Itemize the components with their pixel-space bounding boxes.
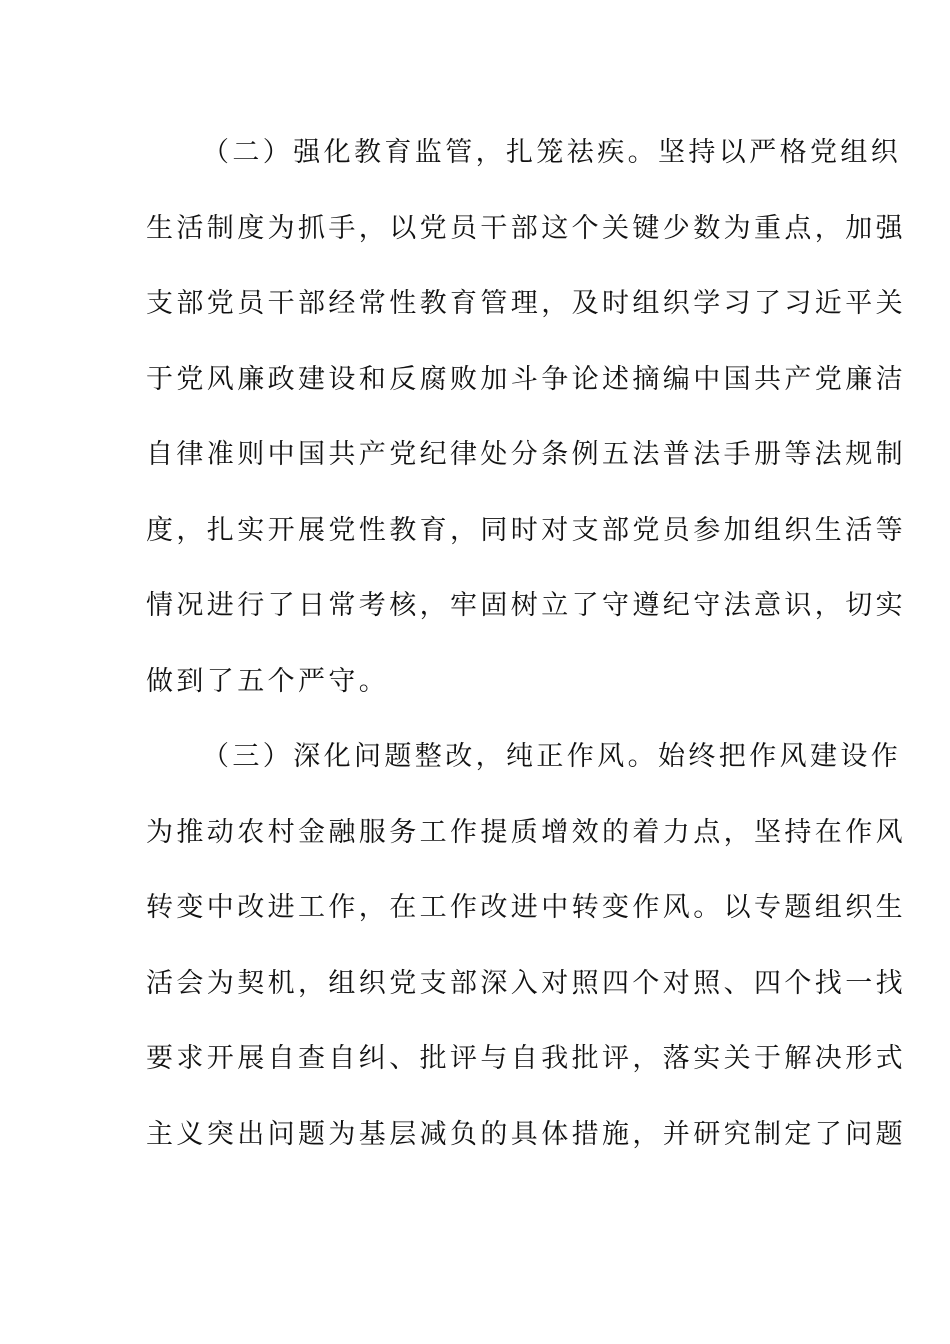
text-line: 要求开展自查自纠、批评与自我批评，落实关于解决形式 bbox=[146, 1043, 906, 1074]
text-line: 活会为契机，组织党支部深入对照四个对照、四个找一找 bbox=[146, 967, 906, 999]
text-line: 支部党员干部经常性教育管理，及时组织学习了习近平关 bbox=[146, 288, 906, 319]
paragraph-heading-line: （三）深化问题整改，纯正作风。始终把作风建设作 bbox=[202, 741, 902, 772]
document-body bbox=[146, 126, 906, 1183]
text-line: 自律准则中国共产党纪律处分条例五法普法手册等法规制 bbox=[146, 439, 906, 470]
text-line: 度，扎实开展党性教育，同时对支部党员参加组织生活等 bbox=[146, 514, 906, 546]
text-line: 情况进行了日常考核，牢固树立了守遵纪守法意识，切实 bbox=[146, 590, 906, 621]
text-line: 于党风廉政建设和反腐败加斗争论述摘编中国共产党廉洁 bbox=[146, 363, 906, 395]
text-line: 主义突出问题为基层减负的具体措施，并研究制定了问题 bbox=[146, 1118, 906, 1150]
text-line: 做到了五个严守。 bbox=[146, 665, 390, 697]
text-line: 生活制度为抓手，以党员干部这个关键少数为重点，加强 bbox=[146, 212, 906, 244]
text-line: 为推动农村金融服务工作提质增效的着力点，坚持在作风 bbox=[146, 816, 906, 848]
paragraph-heading-line: （二）强化教育监管，扎笼祛疾。坚持以严格党组织 bbox=[202, 137, 902, 168]
text-line: 转变中改进工作，在工作改进中转变作风。以专题组织生 bbox=[146, 892, 906, 923]
